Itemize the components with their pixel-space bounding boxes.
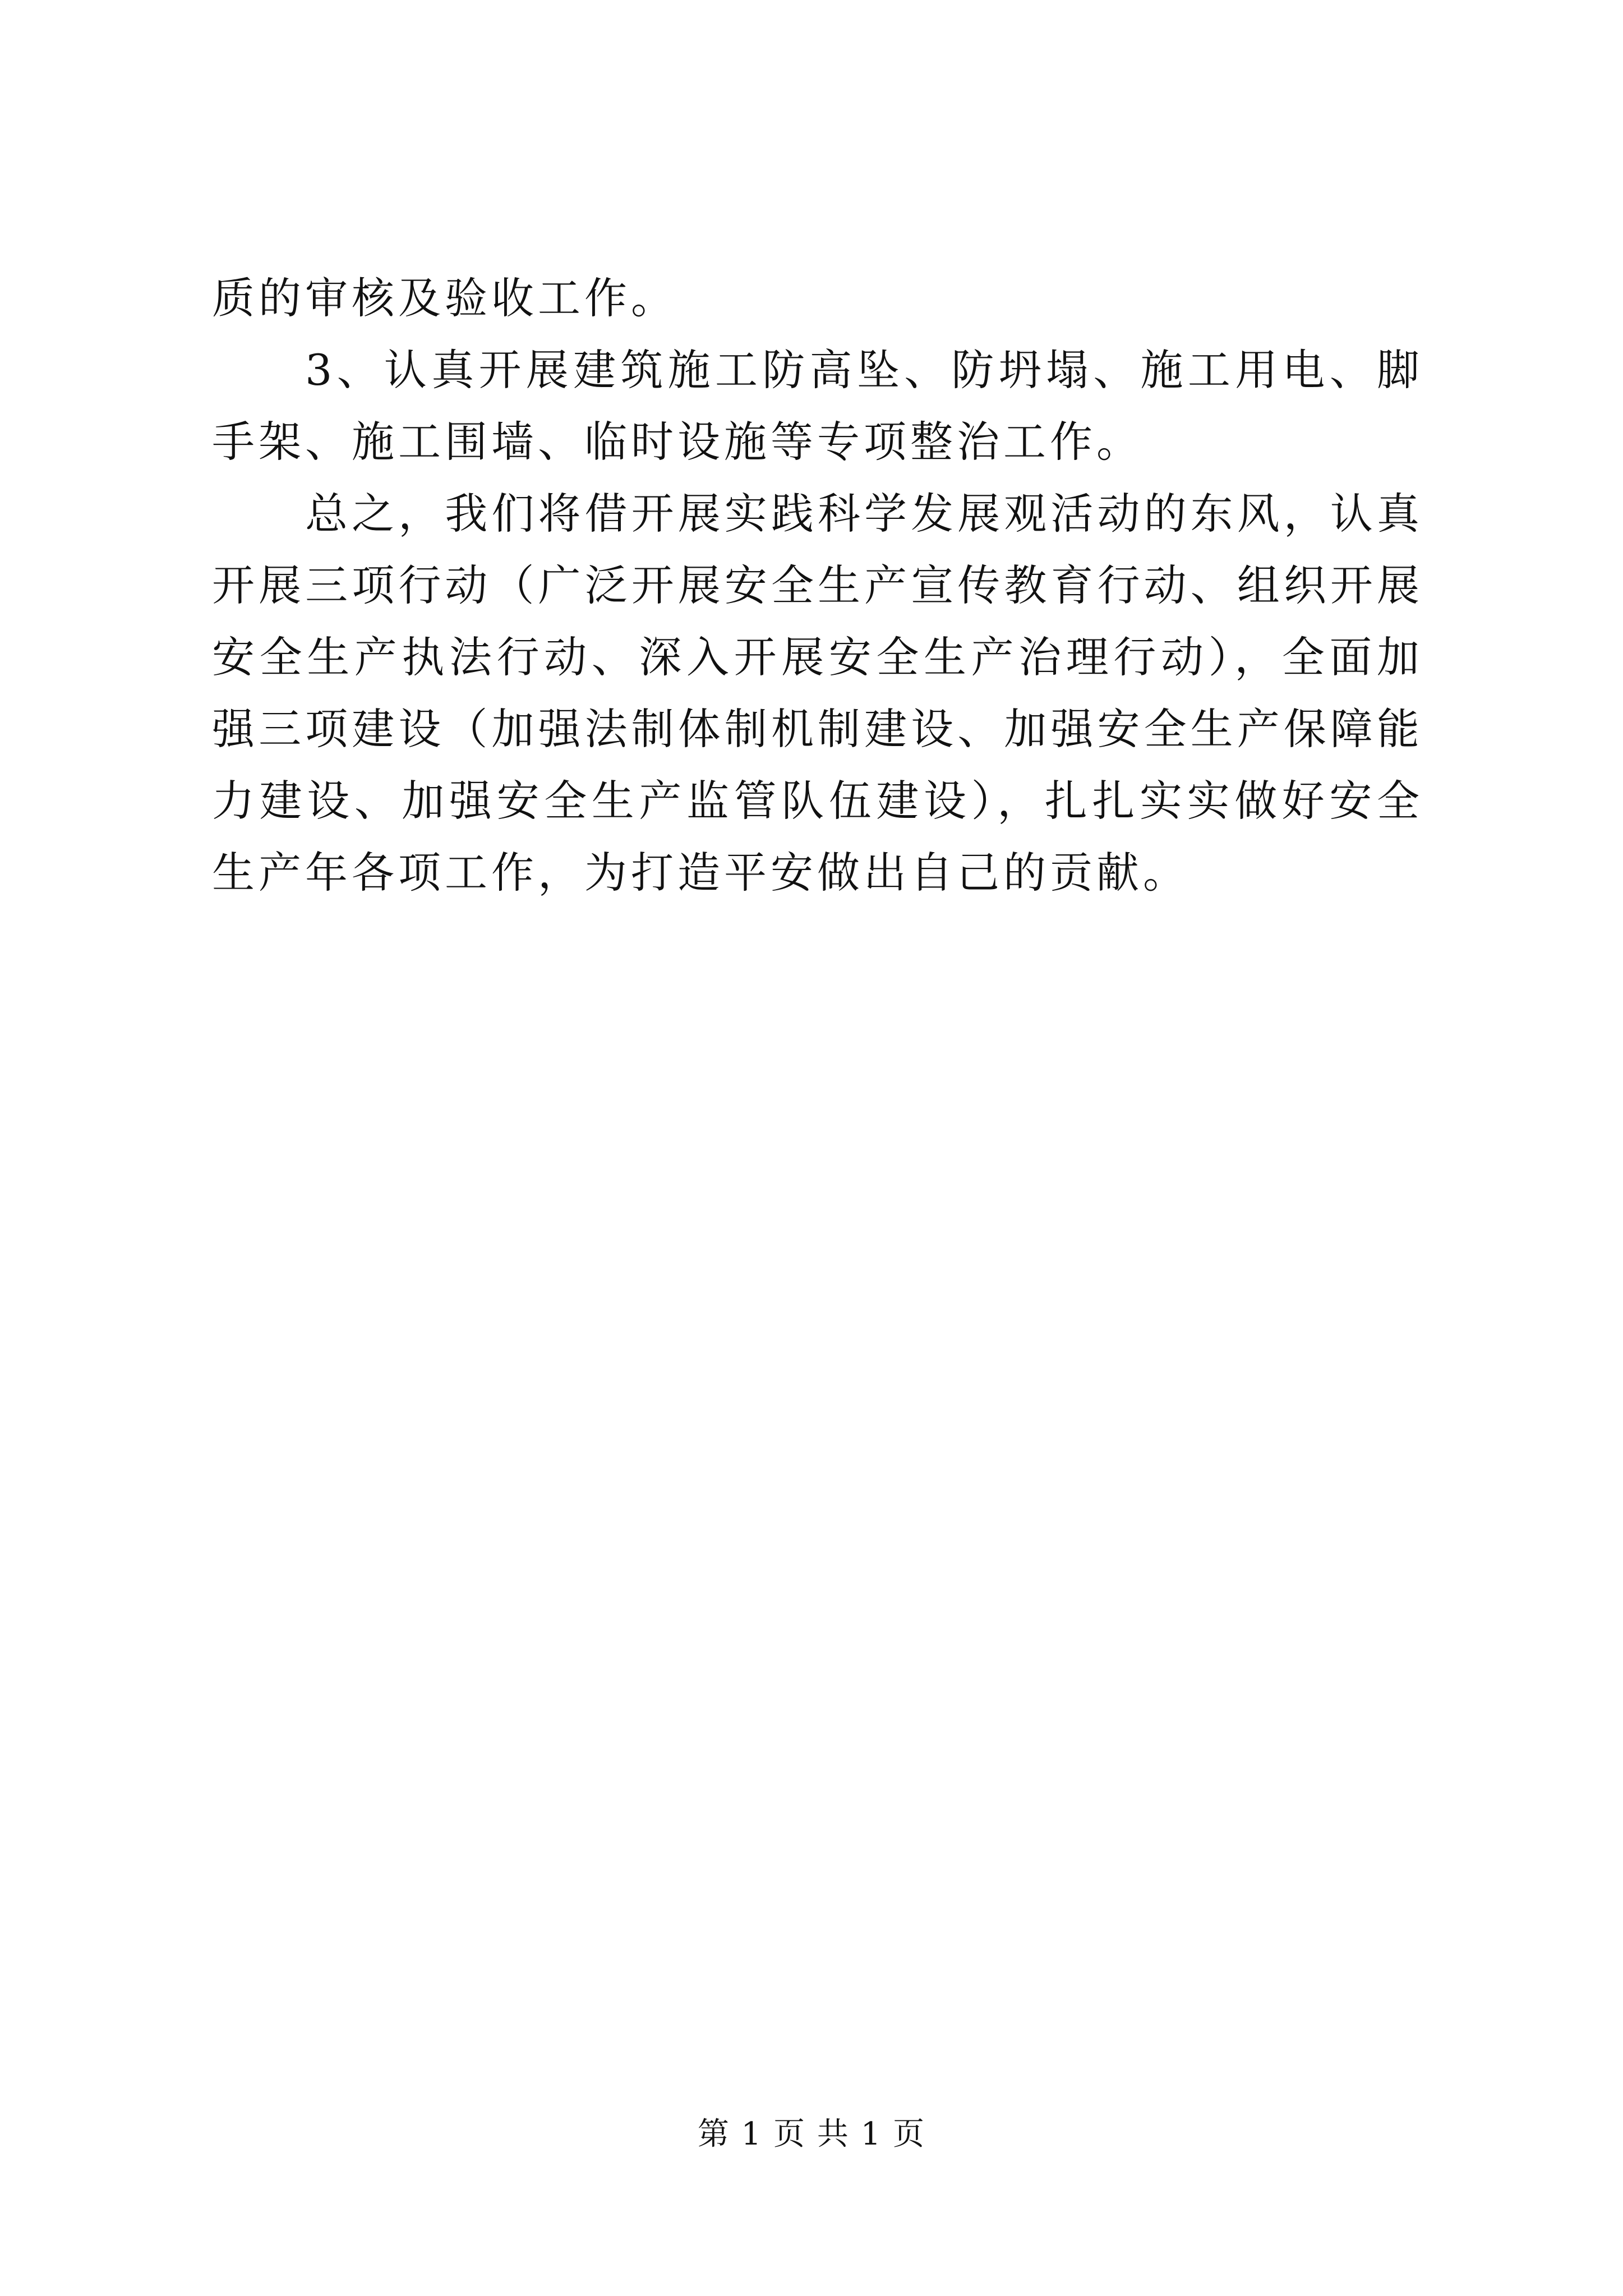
paragraph-continuation: 质的审核及验收工作。 — [212, 273, 677, 323]
page-footer: 第 1 页 共 1 页 — [697, 2116, 926, 2152]
document-body — [212, 263, 1423, 909]
paragraph-summary: 总之，我们将借开展实践科学发展观活动的东风，认真开展三项行动（广泛开展安全生产宣传教育行动、组织开展安全生产执法行动、深入开展安全生产治理行动），全面加强三项建设（加强法制体制机制建设、加强安全生产保障能力建设、加强安全生产监管队伍建设），扎扎实实做好安全生产年各项工作，为打造平安做出自己的贡献。 — [212, 489, 1423, 898]
paragraph-item-3: 3、认真开展建筑施工防高坠、防坍塌、施工用电、脚手架、施工围墙、临时设施等专项整治工作。 — [212, 345, 1423, 467]
